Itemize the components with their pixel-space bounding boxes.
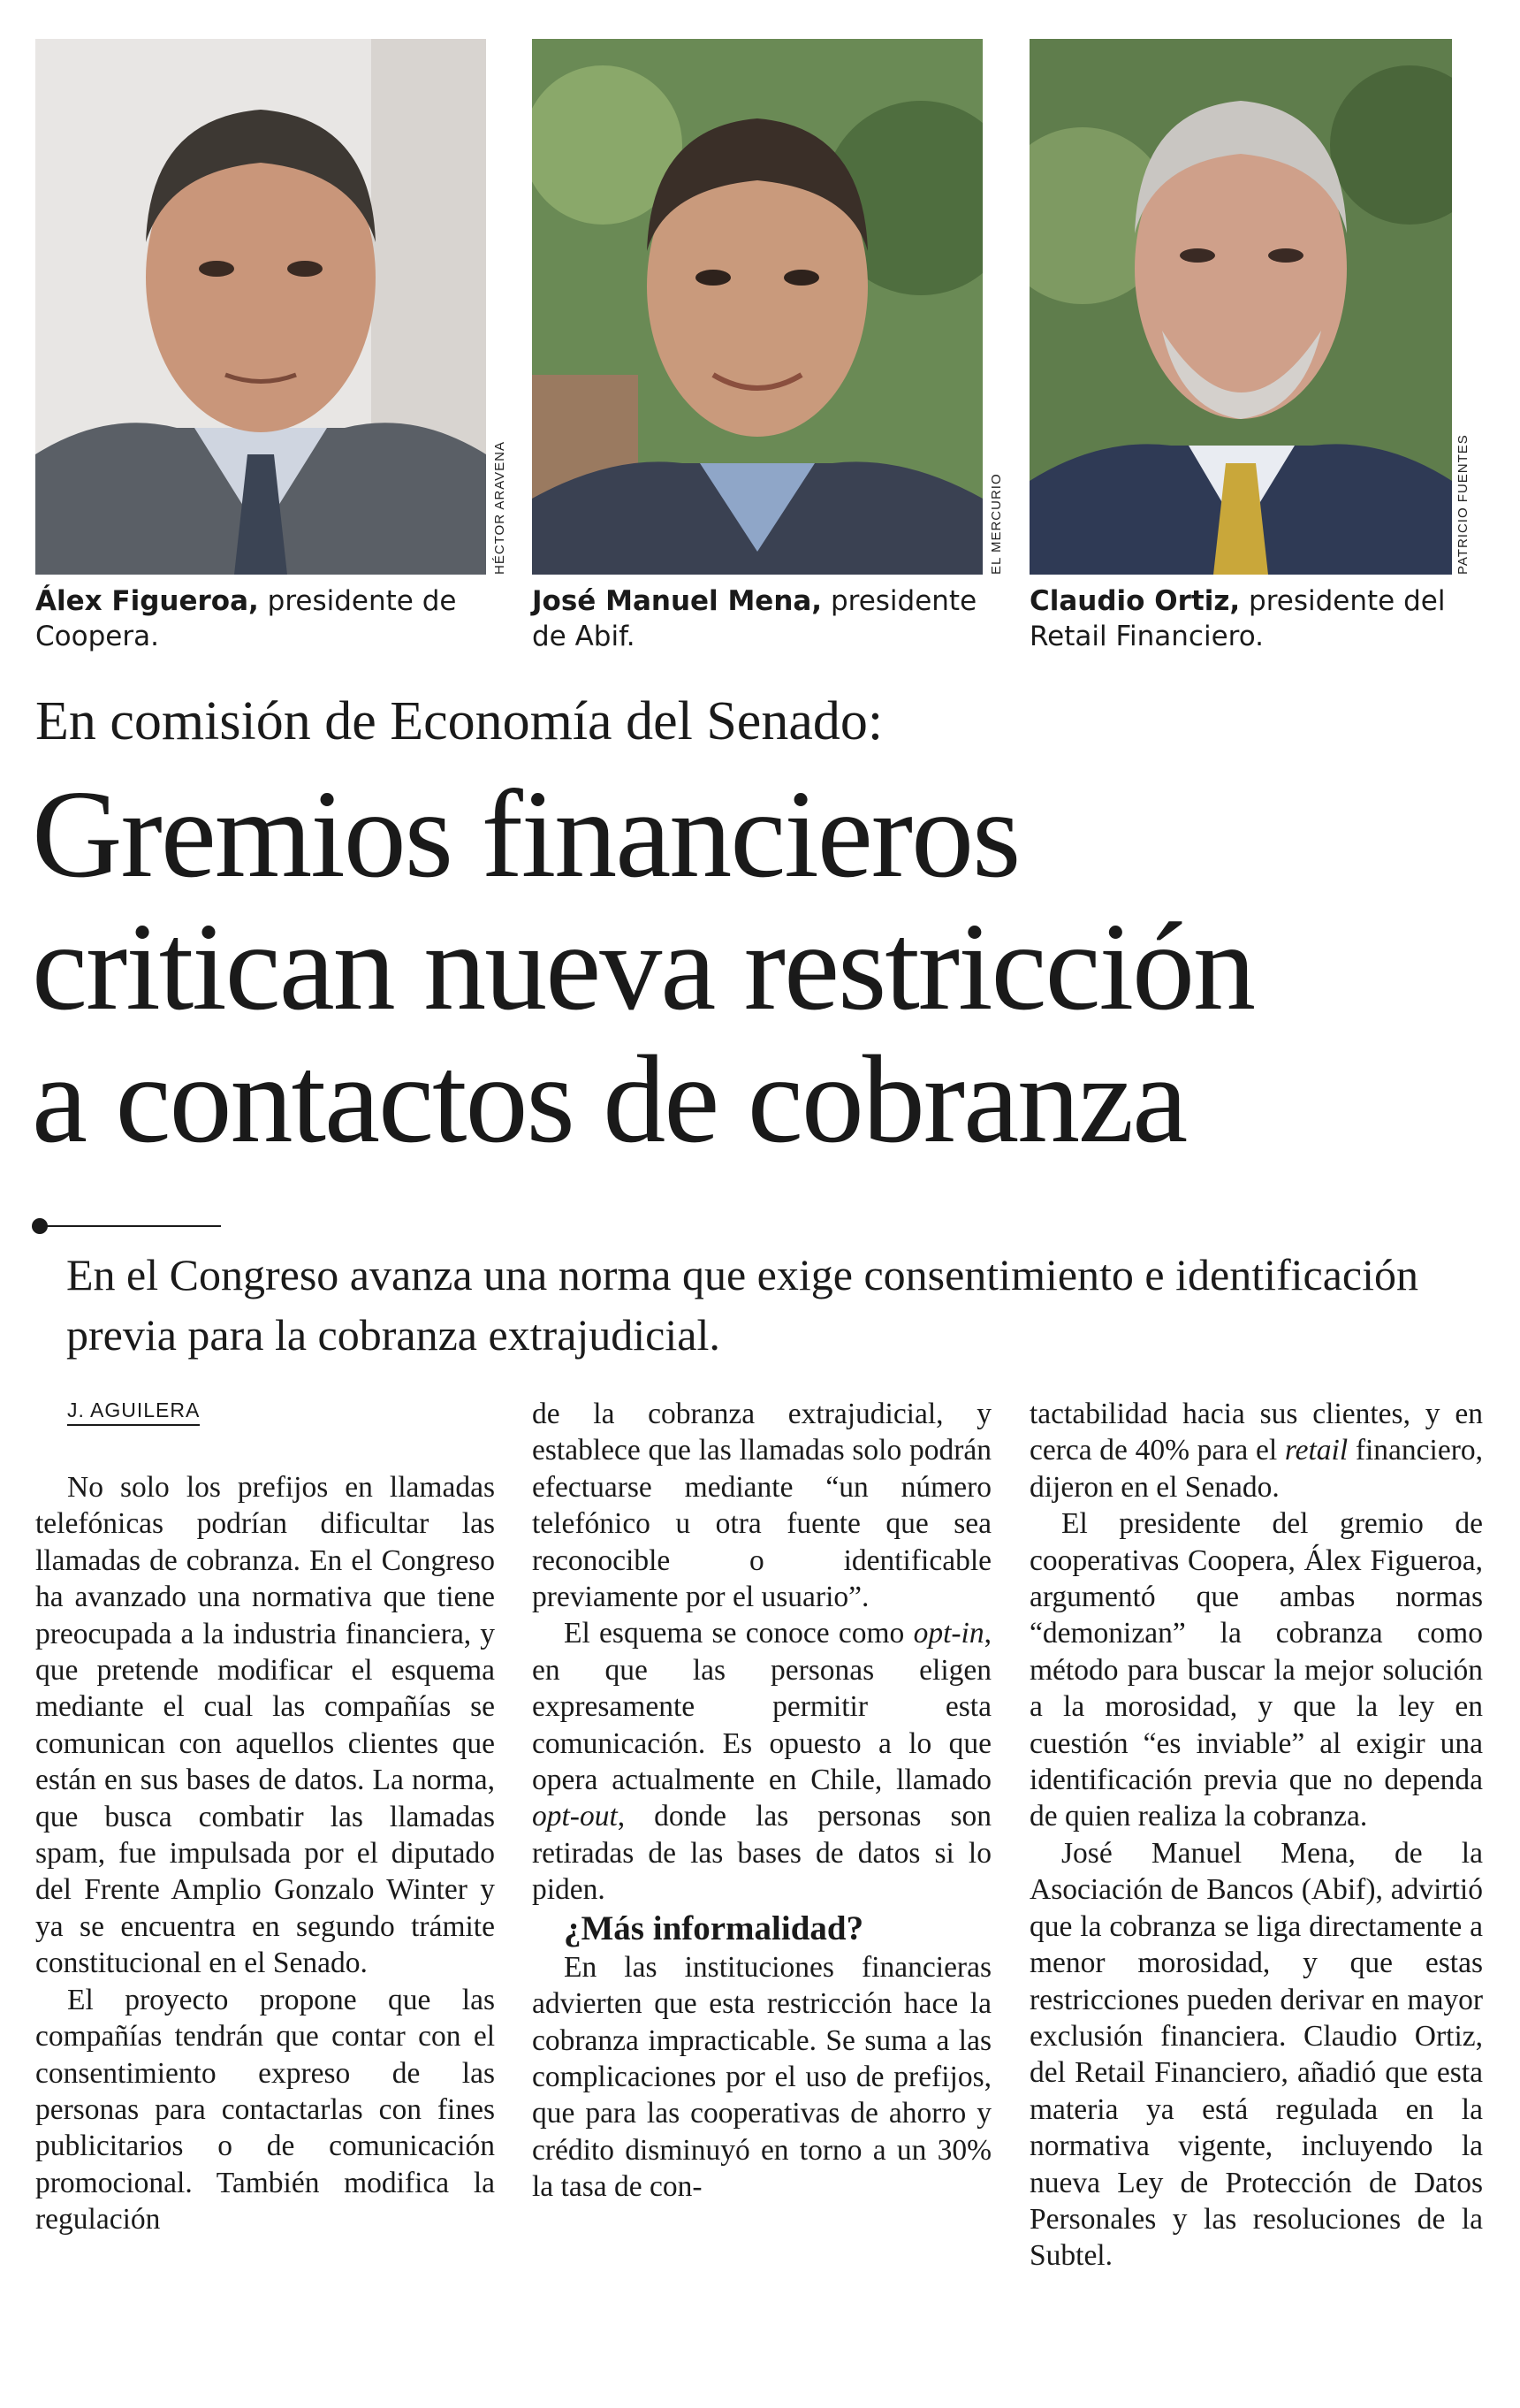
caption-role: presidente de Coopera. (35, 585, 457, 652)
caption-role: presidente del Retail Financiero. (1030, 585, 1446, 652)
photo-caption (532, 583, 992, 654)
article-deck: En el Congreso avanza una norma que exige consentimiento e identificación previa para la cobranza extrajudicial. (66, 1250, 1419, 1360)
caption-name: Álex Figueroa, (35, 585, 259, 617)
headline-line: a contactos de cobranza (32, 1029, 1187, 1169)
body-column-2 (532, 1396, 992, 2206)
body-paragraph: tactabilidad hacia sus clientes, y en cerca de 40% para el retail financiero, dijeron en el Senado. (1030, 1398, 1483, 1504)
article-kicker: En comisión de Economía del Senado: (35, 691, 884, 751)
photo-credit: EL MERCURIO (989, 473, 1004, 575)
body-paragraph: No solo los prefijos en llamadas telefónicas podrían dificultar las llamadas de cobranza. En el Congreso ha avanzado una normativa que tiene preocupada a la industria financiera, y que pretende modificar el esquema mediante el cual las compañías se comunican con aquellos clientes que están en sus bases de datos. La norma, que busca combatir las llamadas spam, fue impulsada por el diputado del Frente Amplio Gonzalo Winter y ya se encuentra en segundo trámite constitucional en el Senado. (35, 1471, 495, 1980)
body-paragraph: de la cobranza extrajudicial, y establece que las llamadas solo podrán efectuarse mediante “un número telefónico u otra fuente que sea reconocible o identificable previamente por el usuario”. (532, 1398, 992, 1614)
body-paragraph: El esquema se conoce como opt-in, en que las personas eligen expresamente permitir esta comunicación. Es opuesto a lo que opera actualmente en Chile, llamado opt-out, donde las personas son retiradas de las bases de datos si lo piden. (532, 1617, 992, 1907)
photo-caption (1030, 583, 1463, 654)
body-paragraph: El proyecto propone que las compañías tendrán que contar con el consentimiento expreso de las personas para contactarlas con fines publicitarios o de comunicación promocional. También modifica la regulación (35, 1983, 495, 2237)
headline-line: critican nueva restricción (32, 896, 1255, 1036)
photo-credit: PATRICIO FUENTES (1455, 434, 1471, 575)
photo-caption (35, 583, 495, 654)
body-paragraph: En las instituciones financieras advierten que esta restricción hace la cobranza impracticable. Se suma a las complicaciones por el uso de prefijos, que para las cooperativas de ahorro y crédito disminuyó en torno a un 30% la tasa de con- (532, 1950, 992, 2204)
photo-claudio-ortiz (1030, 39, 1452, 575)
bullet-rule (44, 1225, 221, 1227)
headline-line: Gremios financieros (32, 764, 1020, 903)
photo-alex-figueroa (35, 39, 486, 575)
photo-credit: HÉCTOR ARAVENA (492, 441, 507, 575)
caption-role: presidente de Abif. (532, 585, 977, 652)
body-paragraph: El presidente del gremio de cooperativas Coopera, Álex Figueroa, argumentó que ambas normas “demonizan” la cobranza como método para buscar la mejor solución a la morosidad, y que la ley en cuestión “es inviable” al exigir una identificación previa que no dependa de quien realiza la cobranza. (1030, 1507, 1483, 1833)
body-column-3 (1030, 1396, 1483, 2275)
article-headline (32, 764, 1499, 1169)
byline: J. AGUILERA (67, 1398, 200, 1426)
caption-name: Claudio Ortiz, (1030, 585, 1241, 617)
caption-name: José Manuel Mena, (532, 585, 823, 617)
photo-jose-manuel-mena (532, 39, 983, 575)
section-subhead: ¿Más informalidad? (564, 1909, 864, 1947)
body-column-1 (35, 1469, 495, 2238)
body-paragraph: José Manuel Mena, de la Asociación de Bancos (Abif), advirtió que la cobranza se liga directamente a menor morosidad, y que estas restricciones pueden derivar en mayor exclusión financiera. Claudio Ortiz, del Retail Financiero, añadió que esta materia ya está regulada en la normativa vigente, incluyendo la nueva Ley de Protección de Datos Personales y las resoluciones de la Subtel. (1030, 1836, 1483, 2273)
